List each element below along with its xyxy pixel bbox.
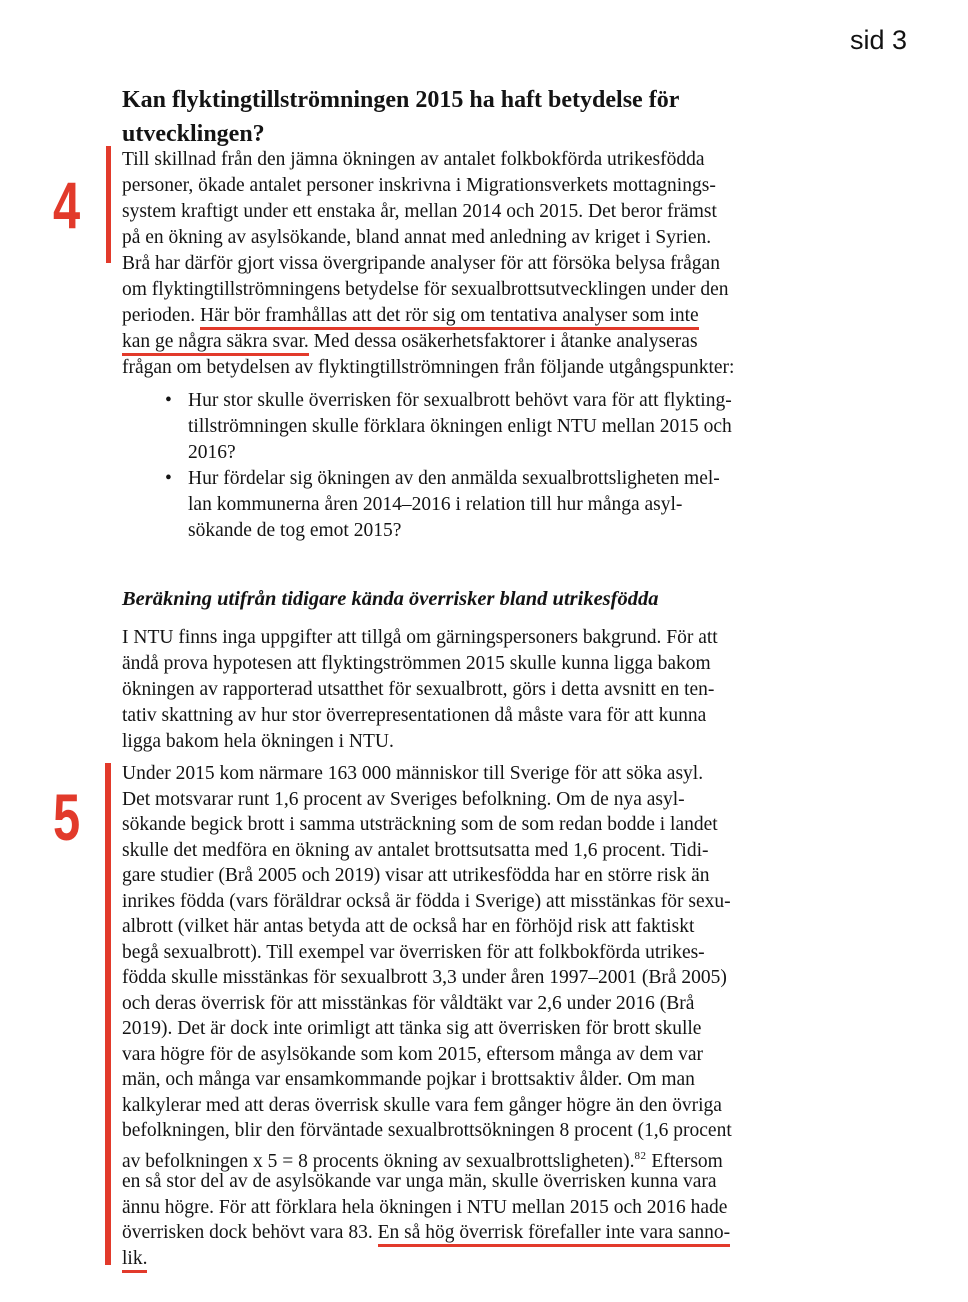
text-line: [122, 117, 862, 151]
text-segment: Kan flyktingtillströmningen 2015 ha haft betydelse för: [122, 87, 680, 113]
text-line: [122, 83, 862, 117]
text-line: [122, 1220, 862, 1246]
text-segment: 2019). Det är dock inte orimligt att tänka sig att överrisken för brott skulle: [122, 1018, 702, 1039]
bullet-item-text: [188, 466, 720, 544]
paragraph-refugee-influx: [122, 147, 862, 381]
text-line: [122, 303, 862, 329]
text-segment: en så stor del av de asylsökande var unga män, skulle överrisken kunna vara: [122, 1171, 717, 1192]
text-segment: Hur fördelar sig ökningen av den anmälda sexualbrottsligheten mel-: [188, 468, 720, 489]
text-line: [122, 889, 862, 915]
text-segment: skulle det medföra en ökning av antalet brottsutsatta med 1,6 procent. Tidi-: [122, 839, 709, 861]
red-underlined-text: En så hög överrisk förefaller inte vara sanno-: [378, 1222, 731, 1247]
text-line: [122, 225, 862, 251]
text-line: [188, 492, 720, 518]
text-line: [122, 787, 862, 813]
footnote-reference: 82: [634, 1149, 647, 1162]
text-line: [122, 812, 862, 838]
text-line: [122, 199, 862, 225]
text-segment: tillströmningen skulle förklara ökningen enligt NTU mellan 2015 och: [188, 416, 732, 437]
text-line: [122, 651, 862, 677]
text-line: [188, 414, 732, 440]
text-segment: Under 2015 kom närmare 163 000 människor till Sverige för att söka asyl.: [122, 763, 704, 784]
red-underlined-text: lik.: [122, 1248, 147, 1273]
text-segment: tativ skattning av hur stor överrepresentationen då måste vara för att kunna: [122, 705, 707, 726]
text-line: [188, 440, 732, 466]
text-line: [122, 625, 862, 651]
text-line: [122, 838, 862, 864]
red-underlined-text: Här bör framhållas att det rör sig om tentativa analyser som inte: [200, 305, 699, 330]
text-segment: ökningen av rapporterad utsatthet för sexualbrott, görs i detta avsnitt en ten-: [122, 679, 715, 700]
text-segment: på en ökning av asylsökande, bland annat med anledning av kriget i Syrien.: [122, 227, 712, 248]
text-line: [122, 863, 862, 889]
text-segment: I NTU finns inga uppgifter att tillgå om gärningspersoners bakgrund. För att: [122, 627, 718, 648]
text-segment: Till skillnad från den jämna ökningen av antalet folkbokförda utrikesfödda: [122, 149, 705, 170]
text-line: [122, 173, 862, 199]
text-line: [122, 329, 862, 355]
bullet-item-kommuner: [165, 466, 865, 544]
text-segment: Med dessa osäkerhetsfaktorer i åtanke analyseras: [308, 331, 698, 352]
annotation-number-5: 5: [53, 780, 81, 854]
text-line: [122, 1016, 862, 1042]
text-segment: Eftersom: [646, 1150, 723, 1172]
text-segment: lan kommunerna åren 2014–2016 i relation till hur många asyl-: [188, 494, 683, 515]
subsection-heading: Beräkning utifrån tidigare kända överrisker bland utrikesfödda: [122, 588, 659, 610]
text-segment: system kraftigt under ett enstaka år, mellan 2014 och 2015. Det beror främst: [122, 201, 717, 222]
text-segment: ligga bakom hela ökningen i NTU.: [122, 731, 394, 752]
annotation-bar-4: [106, 146, 111, 263]
text-segment: ännu högre. För att förklara hela ökningen i NTU mellan 2015 och 2016 hade: [122, 1196, 728, 1218]
text-line: [122, 729, 862, 755]
bullet-item-text: [188, 388, 732, 466]
annotation-number-4: 4: [53, 168, 81, 242]
text-segment: födda skulle misstänkas för sexualbrott 3,3 under åren 1997–2001 (Brå 2005): [122, 967, 727, 988]
text-segment: albrott (vilket här antas betyda att de också har en förhöjd risk att faktiskt: [122, 916, 695, 937]
text-line: [122, 355, 862, 381]
text-segment: 2016?: [188, 442, 236, 463]
section-heading: [122, 83, 862, 151]
text-segment: befolkningen, blir den förväntade sexualbrottsökningen 8 procent (1,6 procent: [122, 1120, 732, 1141]
text-line: [122, 1169, 862, 1195]
text-segment: och deras överrisk för att misstänkas för våldtäkt var 2,6 under 2016 (Brå: [122, 992, 695, 1014]
red-underlined-text: kan ge några säkra svar.: [122, 331, 309, 356]
text-line: [122, 147, 862, 173]
text-segment: frågan om betydelsen av flyktingtillströmningen från följande utgångspunkter:: [122, 357, 735, 378]
text-line: [122, 1093, 862, 1119]
text-line: [122, 1144, 862, 1170]
text-segment: sökande de tog emot 2015?: [188, 520, 402, 541]
text-segment: kalkylerar med att deras överrisk skulle vara fem gånger högre än den övriga: [122, 1094, 722, 1116]
bullet-list: [165, 388, 865, 544]
text-line: [122, 1118, 862, 1144]
text-line: [188, 388, 732, 414]
text-line: [122, 1246, 862, 1272]
text-line: [122, 1042, 862, 1068]
text-line: [122, 1067, 862, 1093]
text-segment: utvecklingen?: [122, 121, 265, 147]
text-segment: sökande begick brott i samma utsträckning som de som redan bodde i landet: [122, 814, 718, 835]
text-segment: av befolkningen x 5 = 8 procents ökning av sexualbrottsligheten).: [122, 1150, 635, 1172]
text-segment: män, och många var ensamkommande pojkar i brottsaktiv ålder. Om man: [122, 1069, 695, 1090]
text-segment: inrikes födda (vars föräldrar också är födda i Sverige) att misstänkas för sexu-: [122, 890, 731, 912]
bullet-icon: •: [165, 468, 172, 489]
text-segment: vara högre för de asylsökande som kom 2015, eftersom många av dem var: [122, 1043, 704, 1065]
text-segment: personer, ökade antalet personer inskrivna i Migrationsverkets mottagnings-: [122, 175, 716, 196]
text-segment: om flyktingtillströmningens betydelse för sexualbrottsutvecklingen under den: [122, 279, 729, 300]
text-line: [122, 761, 862, 787]
annotation-bar-5: [105, 763, 111, 1265]
text-segment: Det motsvarar runt 1,6 procent av Sveriges befolkning. Om de nya asyl-: [122, 788, 685, 810]
page-number-label: sid 3: [849, 25, 907, 55]
text-line: [122, 965, 862, 991]
text-line: [122, 991, 862, 1017]
text-line: [122, 277, 862, 303]
paragraph-ntu-hypothesis: [122, 625, 862, 755]
text-line: [188, 518, 720, 544]
text-segment: perioden.: [122, 305, 200, 326]
text-segment: Brå har därför gjort vissa övergripande analyser för att försöka belysa frågan: [122, 253, 720, 274]
text-segment: gare studier (Brå 2005 och 2019) visar att utrikesfödda har en större risk än: [122, 865, 710, 886]
text-segment: ändå prova hypotesen att flyktingströmmen 2015 skulle kunna ligga bakom: [122, 653, 711, 674]
text-line: [122, 1195, 862, 1221]
text-line: [122, 703, 862, 729]
text-line: [188, 466, 720, 492]
text-segment: begå sexualbrott). Till exempel var överrisken för att folkbokförda utrikes-: [122, 941, 705, 963]
text-line: [122, 677, 862, 703]
text-line: [122, 251, 862, 277]
paragraph-asylum-calculation: [122, 761, 862, 1271]
text-line: [122, 914, 862, 940]
text-segment: Hur stor skulle överrisken för sexualbrott behövt vara för att flykting-: [188, 390, 732, 411]
bullet-icon: •: [165, 390, 172, 411]
text-line: [122, 940, 862, 966]
bullet-item-overrisk: [165, 388, 865, 466]
text-segment: överrisken dock behövt vara 83.: [122, 1222, 378, 1243]
